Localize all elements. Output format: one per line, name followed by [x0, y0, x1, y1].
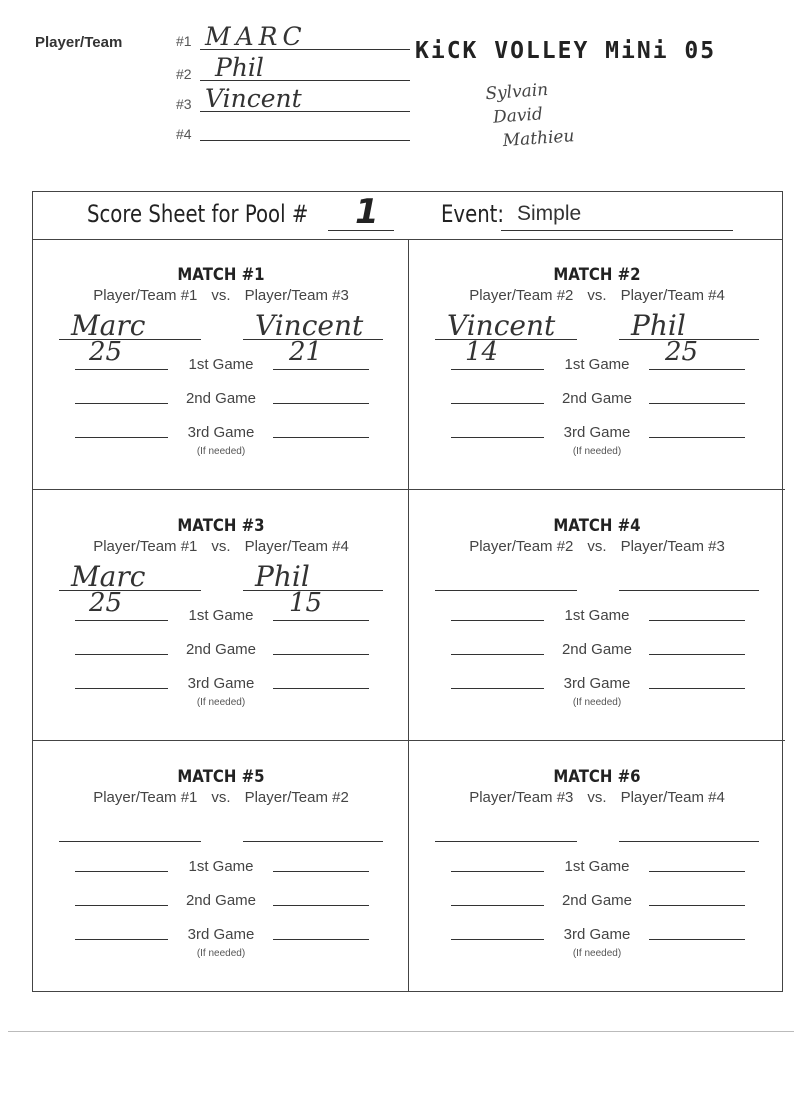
- left-player-name[interactable]: Marc: [71, 309, 146, 342]
- player-1-number: #1: [176, 33, 192, 49]
- player-3-number: #3: [176, 96, 192, 112]
- game-3-label: 3rd Game: [187, 675, 255, 692]
- left-g1-score[interactable]: 25: [89, 588, 123, 618]
- if-needed-note: (If needed): [572, 948, 622, 959]
- right-g1-line: [649, 871, 745, 872]
- if-needed-note: (If needed): [572, 697, 622, 708]
- player-2-number: #2: [176, 66, 192, 82]
- player-3-name[interactable]: Vincent: [205, 84, 302, 113]
- right-g1-score[interactable]: 25: [665, 337, 699, 367]
- pool-number[interactable]: 1: [355, 192, 379, 232]
- right-g2-line: [273, 403, 369, 404]
- if-needed-note: (If needed): [572, 446, 622, 457]
- right-name-line: [243, 841, 383, 842]
- game-2-label: 2nd Game: [561, 892, 633, 909]
- event-label: Event:: [441, 200, 505, 228]
- right-g3-line: [649, 939, 745, 940]
- right-team-label: Player/Team #4: [620, 287, 725, 304]
- vs-label: vs.: [587, 538, 607, 555]
- game-1-label: 1st Game: [188, 356, 254, 373]
- player-team-label: Player/Team: [35, 34, 123, 51]
- match-teams: [33, 538, 409, 555]
- left-team-label: Player/Team #1: [93, 287, 198, 304]
- left-team-label: Player/Team #2: [469, 538, 574, 555]
- match-title: MATCH #1: [177, 265, 265, 285]
- if-needed-note: (If needed): [196, 697, 246, 708]
- right-player-name[interactable]: Phil: [631, 309, 686, 342]
- substitute-3: Mathieu: [502, 126, 576, 152]
- right-g1-score[interactable]: 15: [289, 588, 323, 618]
- match-teams: [33, 287, 409, 304]
- right-g1-line: [273, 369, 369, 370]
- substitutes-note: [485, 74, 610, 154]
- player-2-line: [200, 80, 410, 81]
- left-player-name[interactable]: Marc: [71, 560, 146, 593]
- match-teams: [33, 789, 409, 806]
- player-4-number: #4: [176, 126, 192, 142]
- right-g3-line: [273, 939, 369, 940]
- right-team-label: Player/Team #4: [244, 538, 349, 555]
- game-1-label: 1st Game: [188, 607, 254, 624]
- match-cell-5: [33, 741, 409, 992]
- vs-label: vs.: [211, 538, 231, 555]
- if-needed-note: (If needed): [196, 446, 246, 457]
- score-sheet: [32, 191, 783, 992]
- right-g3-line: [273, 437, 369, 438]
- vs-label: vs.: [587, 287, 607, 304]
- left-name-line: [59, 590, 201, 591]
- footer-divider: [8, 1031, 794, 1032]
- sheet-header: [33, 192, 782, 240]
- right-g2-line: [649, 905, 745, 906]
- right-g2-line: [649, 654, 745, 655]
- vs-label: vs.: [211, 287, 231, 304]
- right-team-label: Player/Team #3: [244, 287, 349, 304]
- match-cell-4: [409, 490, 785, 741]
- game-2-label: 2nd Game: [185, 892, 257, 909]
- left-team-label: Player/Team #1: [93, 538, 198, 555]
- player-1-line: [200, 49, 410, 50]
- player-2-name[interactable]: Phil: [215, 53, 264, 82]
- right-team-label: Player/Team #2: [244, 789, 349, 806]
- right-g1-line: [649, 369, 745, 370]
- right-name-line: [619, 590, 759, 591]
- match-cell-6: [409, 741, 785, 992]
- left-team-label: Player/Team #2: [469, 287, 574, 304]
- game-3-label: 3rd Game: [187, 926, 255, 943]
- if-needed-note: (If needed): [196, 948, 246, 959]
- match-title: MATCH #6: [553, 767, 641, 787]
- game-1-label: 1st Game: [188, 858, 254, 875]
- match-teams: [409, 789, 785, 806]
- substitute-1: Sylvain: [484, 79, 549, 105]
- right-name-line: [619, 841, 759, 842]
- right-team-label: Player/Team #4: [620, 789, 725, 806]
- right-g1-line: [273, 620, 369, 621]
- vs-label: vs.: [587, 789, 607, 806]
- match-title: MATCH #2: [553, 265, 641, 285]
- left-team-label: Player/Team #3: [469, 789, 574, 806]
- right-g3-line: [649, 688, 745, 689]
- match-title: MATCH #5: [177, 767, 265, 787]
- left-g1-score[interactable]: 25: [89, 337, 123, 367]
- game-3-label: 3rd Game: [563, 926, 631, 943]
- event-line: [501, 230, 733, 231]
- game-1-label: 1st Game: [564, 607, 630, 624]
- match-title: MATCH #4: [553, 516, 641, 536]
- match-title: MATCH #3: [177, 516, 265, 536]
- match-cell-2: [409, 239, 785, 490]
- left-g1-score[interactable]: 14: [465, 337, 499, 367]
- right-g3-line: [649, 437, 745, 438]
- right-player-name[interactable]: Vincent: [255, 309, 364, 342]
- right-g2-line: [649, 403, 745, 404]
- event-title: KiCK VOLLEY MiNi 05: [415, 38, 717, 64]
- game-3-label: 3rd Game: [563, 675, 631, 692]
- player-1-name[interactable]: MARC: [205, 22, 307, 51]
- left-name-line: [435, 841, 577, 842]
- player-4-line: [200, 140, 410, 141]
- match-teams: [409, 538, 785, 555]
- left-name-line: [435, 590, 577, 591]
- game-1-label: 1st Game: [564, 858, 630, 875]
- right-g1-line: [273, 871, 369, 872]
- vs-label: vs.: [211, 789, 231, 806]
- left-player-name[interactable]: Vincent: [447, 309, 556, 342]
- pool-number-line: [328, 230, 394, 231]
- left-name-line: [59, 339, 201, 340]
- player-3-line: [200, 111, 410, 112]
- match-teams: [409, 287, 785, 304]
- game-2-label: 2nd Game: [561, 641, 633, 658]
- event-value[interactable]: Simple: [517, 202, 582, 225]
- right-g2-line: [273, 654, 369, 655]
- right-g2-line: [273, 905, 369, 906]
- left-team-label: Player/Team #1: [93, 789, 198, 806]
- right-g1-line: [649, 620, 745, 621]
- game-2-label: 2nd Game: [185, 641, 257, 658]
- match-cell-3: [33, 490, 409, 741]
- game-1-label: 1st Game: [564, 356, 630, 373]
- substitute-2: David: [492, 104, 544, 128]
- right-g1-score[interactable]: 21: [289, 337, 323, 367]
- game-3-label: 3rd Game: [563, 424, 631, 441]
- left-name-line: [59, 841, 201, 842]
- game-2-label: 2nd Game: [561, 390, 633, 407]
- game-2-label: 2nd Game: [185, 390, 257, 407]
- left-name-line: [435, 339, 577, 340]
- game-3-label: 3rd Game: [187, 424, 255, 441]
- right-g3-line: [273, 688, 369, 689]
- pool-title: Score Sheet for Pool #: [87, 200, 309, 228]
- match-cell-1: [33, 239, 409, 490]
- right-player-name[interactable]: Phil: [255, 560, 310, 593]
- right-team-label: Player/Team #3: [620, 538, 725, 555]
